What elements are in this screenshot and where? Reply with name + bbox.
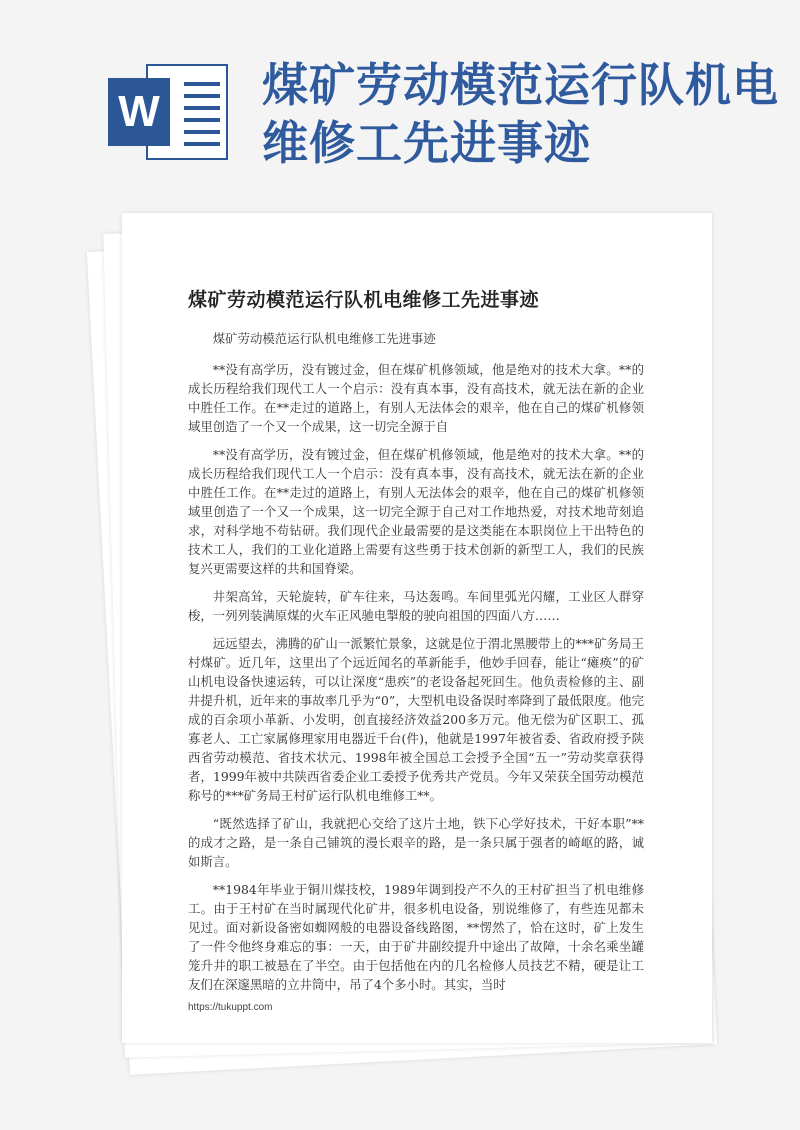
- paragraph: **没有高学历，没有镀过金，但在煤矿机修领域，他是绝对的技术大拿。**的成长历程给我们现代工人一个启示：没有真本事，没有高技术，就无法在新的企业中胜任工作。在**走过的道路上，有别人无法体会的艰辛，他在自己的煤矿机修领域里创造了一个又一个成果，这一切完全源于自: [188, 362, 644, 434]
- document-body: [188, 329, 644, 1003]
- word-document-icon: [108, 64, 228, 160]
- document-title: 煤矿劳动模范运行队机电维修工先进事迹: [188, 289, 540, 311]
- word-badge: W: [108, 78, 170, 146]
- paragraph: 远远望去，沸腾的矿山一派繁忙景象，这就是位于渭北黑腰带上的***矿务局王村煤矿。近几年，这里出了个远近闻名的革新能手，他妙手回春，能让“瘫痪”的矿山机电设备快速运转，可以让深度“患疾”的老设备起死回生。他负责检修的主、副井提升机，近年来的事故率几乎为“0”，大型机电设备误时率降到了最低限度。他完成的百余项小革新、小发明，创直接经济效益200多万元。他无偿为矿区职工、孤寡老人、工亡家属修理家用电器近千台(件)，他就是1997年被省委、省政府授予陕西省劳动模范、省技术状元、1998年被全国总工会授予全国“五一”劳动奖章获得者，1999年被中共陕西省委企业工委授予优秀共产党员。今年又荣获全国劳动模范称号的***矿务局王村矿运行队机电维修工**。: [188, 636, 644, 803]
- paragraph: **没有高学历，没有镀过金，但在煤矿机修领域，他是绝对的技术大拿。**的成长历程给我们现代工人一个启示：没有真本事，没有高技术，就无法在新的企业中胜任工作。在**走过的道路上，有别人无法体会的艰辛，他在自己的煤矿机修领域里创造了一个又一个成果，这一切完全源于自己对工作地热爱，对技术地苛刻追求，对科学地不苟钻研。我们现代企业最需要的是这类能在本职岗位上干出特色的技术工人，我们的工业化道路上需要有这些勇于技术创新的新型工人，我们的民族复兴更需要这样的共和国脊梁。: [188, 447, 644, 576]
- paragraph-subtitle: 煤矿劳动模范运行队机电维修工先进事迹: [212, 331, 436, 346]
- paragraph: 井架高耸，天轮旋转，矿车往来，马达轰鸣。车间里弧光闪耀，工业区人群穿梭，一列列装满原煤的火车正风驰电掣般的驶向祖国的四面八方……: [188, 589, 644, 623]
- paragraph: **1984年毕业于铜川煤技校，1989年调到投产不久的王村矿担当了机电维修工。由于王村矿在当时属现代化矿井，很多机电设备，别说维修了，有些连见都未见过。面对新设备密如蜘网般的电器设备线路图，**愣然了，恰在这时，矿上发生了一件令他终身难忘的事：一天，由于矿井副绞提升中途出了故障，十余名乘坐罐笼升井的职工被悬在了半空。由于包括他在内的几名检修人员技艺不精，硬是让工友们在深邃黑暗的立井筒中，吊了4个多小时。其实，当时: [188, 882, 644, 992]
- paragraph: “既然选择了矿山，我就把心交给了这片土地，铁下心学好技术，干好本职”**的成才之路，是一条自己铺筑的漫长艰辛的路，是一条只属于强者的崎岖的路，诚如斯言。: [188, 816, 644, 869]
- page-title: 煤矿劳动模范运行队机电维修工先进事迹: [262, 58, 779, 170]
- footer-url: https://tukuppt.com: [188, 1002, 273, 1013]
- document-page: [122, 213, 712, 1043]
